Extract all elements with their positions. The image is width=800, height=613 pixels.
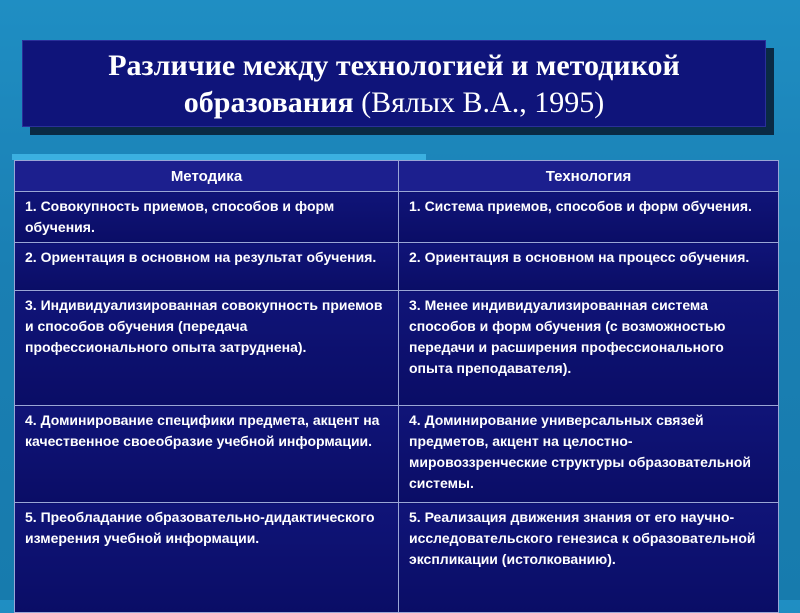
cell-technology: 1. Система приемов, способов и форм обучения. bbox=[399, 192, 779, 243]
table-row bbox=[15, 291, 779, 406]
cell-method: 5. Преобладание образовательно-дидактического измерения учебной информации. bbox=[15, 503, 399, 613]
comparison-table bbox=[14, 160, 779, 613]
cell-method: 2. Ориентация в основном на результат обучения. bbox=[15, 243, 399, 291]
cell-technology: 3. Менее индивидуализированная система способов и форм обучения (с возможностью передачи и расширения профессионального опыта преподавателя). bbox=[399, 291, 779, 406]
slide-title-main: Различие между технологией и методикой образования bbox=[108, 49, 680, 119]
cell-technology: 2. Ориентация в основном на процесс обучения. bbox=[399, 243, 779, 291]
header-row bbox=[15, 161, 779, 192]
table-row bbox=[15, 192, 779, 243]
cell-method: 3. Индивидуализированная совокупность приемов и способов обучения (передача профессионального опыта затруднена). bbox=[15, 291, 399, 406]
table-row bbox=[15, 406, 779, 503]
table-row bbox=[15, 503, 779, 613]
cell-method: 4. Доминирование специфики предмета, акцент на качественное своеобразие учебной информации. bbox=[15, 406, 399, 503]
header-method: Методика bbox=[15, 161, 399, 192]
cell-method: 1. Совокупность приемов, способов и форм обучения. bbox=[15, 192, 399, 243]
header-technology: Технология bbox=[399, 161, 779, 192]
slide-title-citation: (Вялых В.А., 1995) bbox=[361, 86, 605, 119]
slide-title bbox=[22, 40, 766, 127]
table-row bbox=[15, 243, 779, 291]
cell-technology: 4. Доминирование универсальных связей предметов, акцент на целостно-мировоззренческие структуры образовательной системы. bbox=[399, 406, 779, 503]
cell-technology: 5. Реализация движения знания от его научно-исследовательского генезиса к образовательной экспликации (истолкованию). bbox=[399, 503, 779, 613]
